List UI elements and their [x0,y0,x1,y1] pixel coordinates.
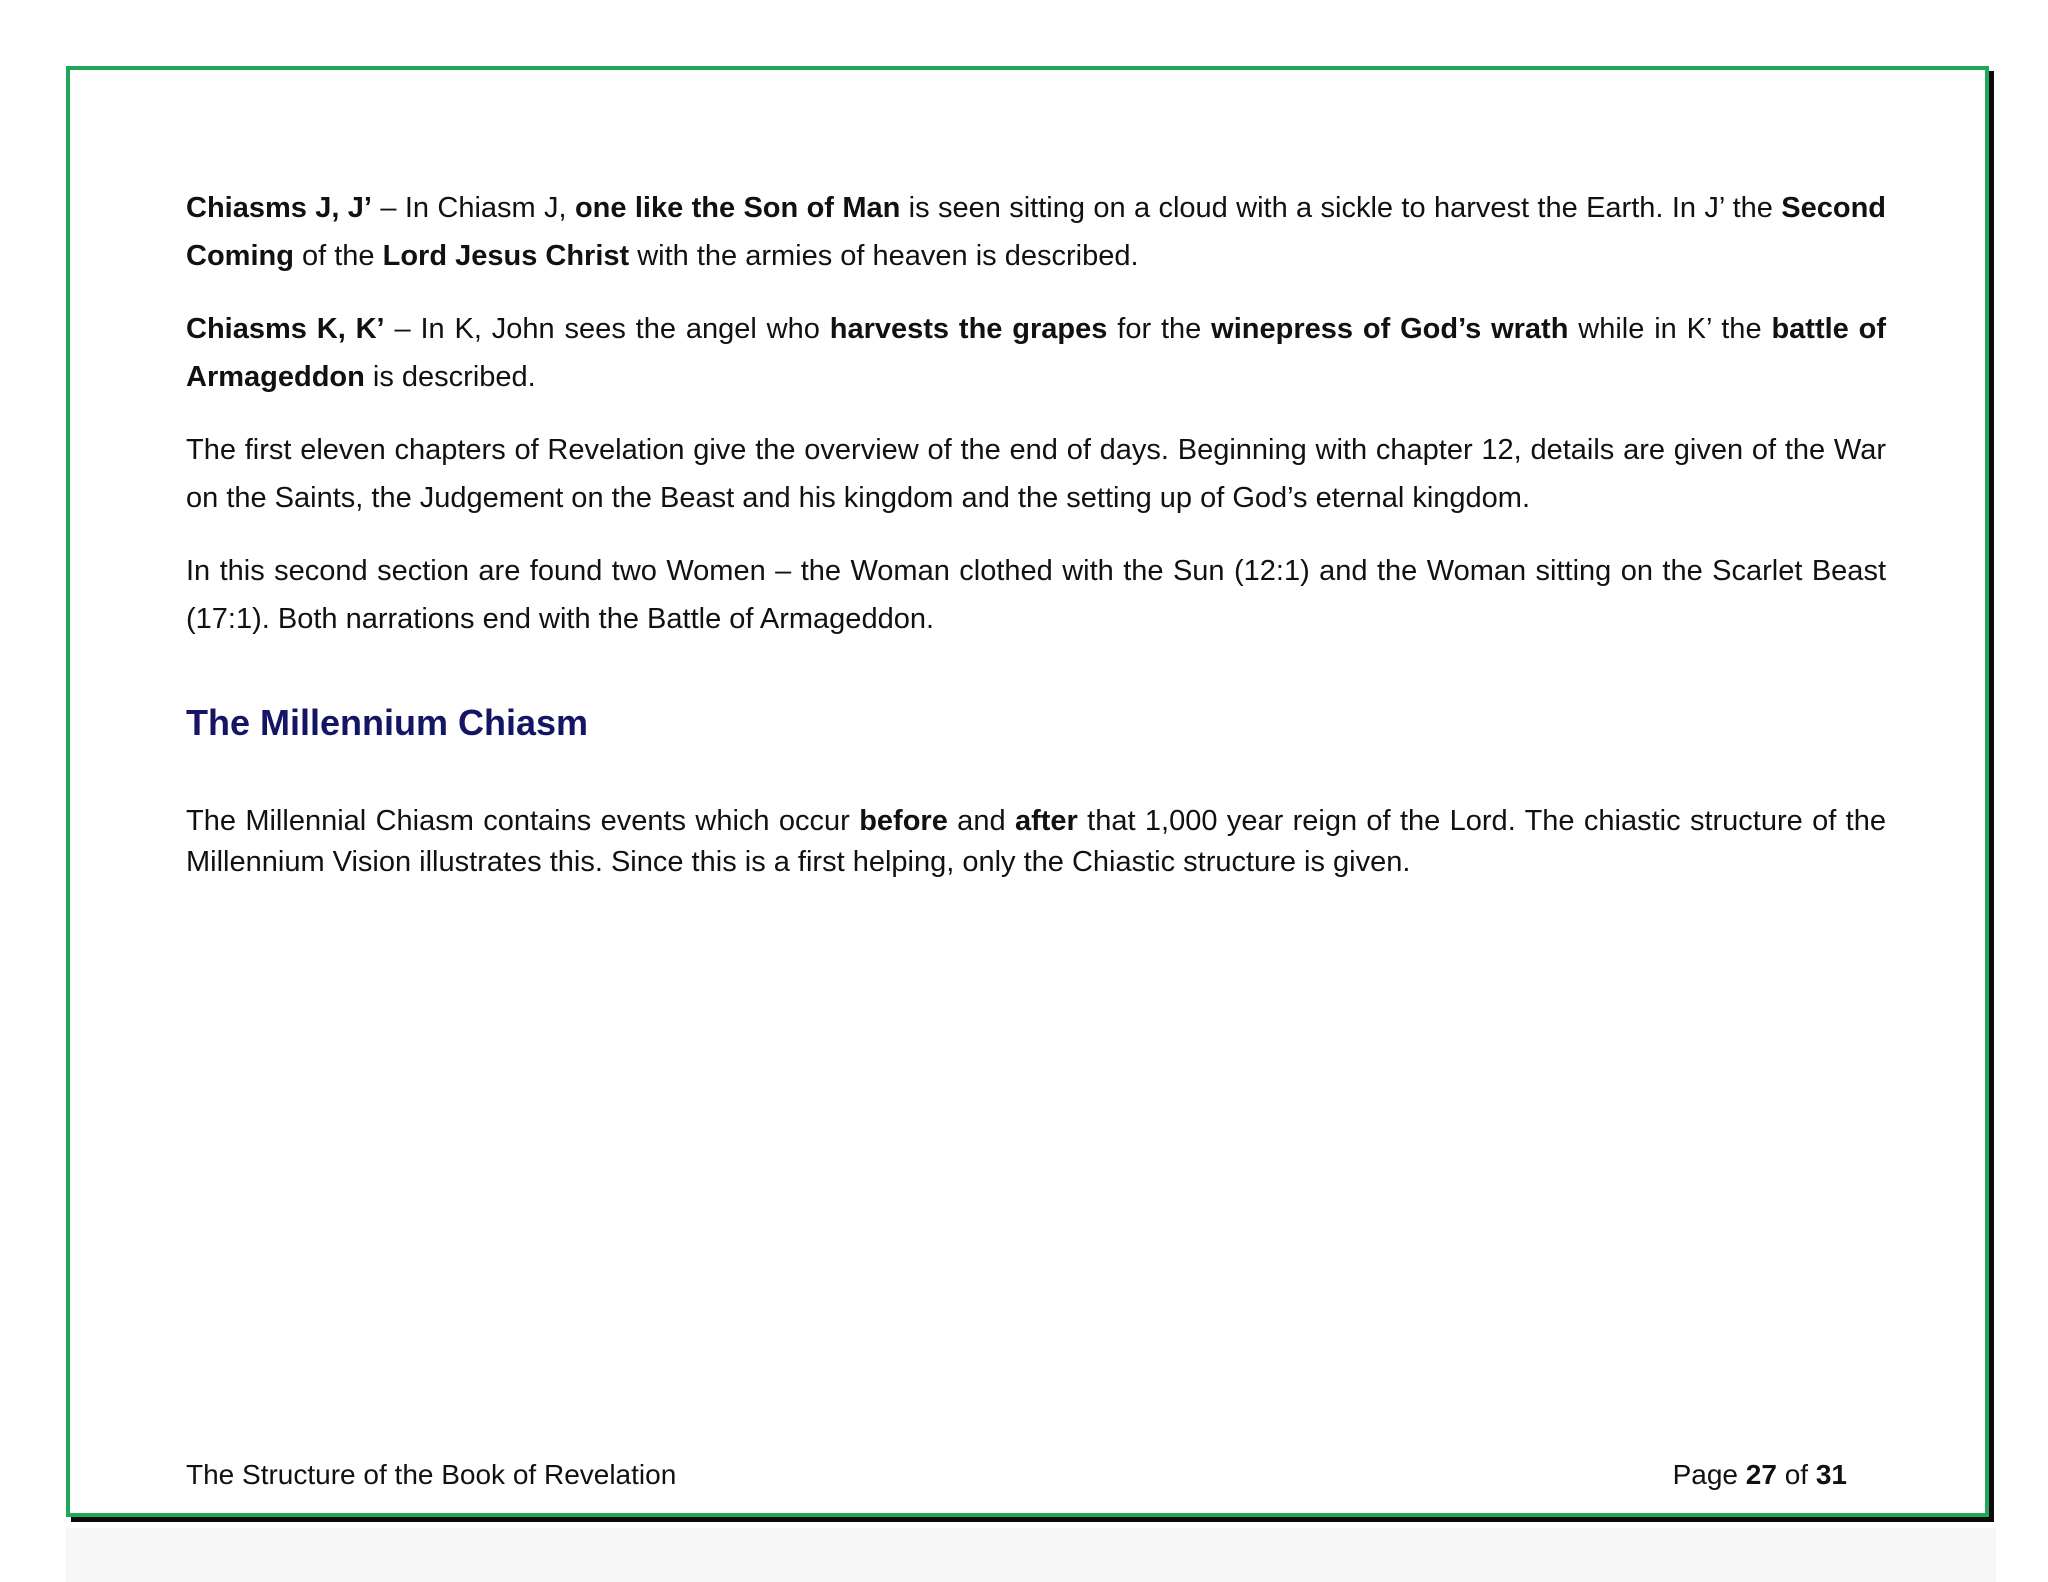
text: that 1,000 year reign of the Lord. The chiastic structure of the Millennium Vision illustrates this. Since this is a first helping, only the Chiastic structure is given. [186,805,1886,878]
paragraph-two-women [186,547,1886,643]
text: The first eleven chapters of Revelation give the overview of the end of days. Beginning with chapter 12, details are given of the War on the Saints, the Judgement on the Beast and his kingdom and the setting up of God’s eternal kingdom. [186,434,1886,514]
text: of the [293,240,383,272]
paragraph-millennial-chiasm [186,801,1886,883]
text: for the [1107,313,1212,345]
page-content [186,184,1886,908]
page-gap-band [66,1528,1996,1582]
page-current: 27 [1745,1459,1777,1490]
text: – In K, John sees the angel who [384,313,830,345]
paragraph-chiasms-j [186,184,1886,280]
bold-text: harvests the grapes [829,313,1108,345]
section-heading: The Millennium Chiasm [186,702,589,743]
page-of-label: of [1784,1459,1809,1490]
text: – In Chiasm J, [371,192,575,224]
bold-text: one like the Son of Man [574,192,901,224]
text: The Millennial Chiasm contains events which occur [186,805,860,837]
footer-page-number [1673,1457,1847,1493]
text: with the armies of heaven is described. [629,240,1139,272]
bold-text: after [1014,805,1078,837]
bold-text: battle of Armageddon [186,313,1887,393]
bold-text: Second Coming [186,192,1887,272]
bold-text: Chiasms K, K’ [186,313,385,345]
text: is described. [364,361,536,393]
paragraph-overview [186,426,1886,522]
bold-text: Lord Jesus Christ [382,240,630,272]
footer-document-title: The Structure of the Book of Revelation [186,1459,677,1490]
page-label: Page [1672,1459,1738,1490]
bold-text: Chiasms J, J’ [186,192,372,224]
text: is seen sitting on a cloud with a sickle to harvest the Earth. In J’ the [900,192,1782,224]
bold-text: before [859,805,948,837]
text: while in K’ the [1568,313,1772,345]
bold-text: winepress of God’s wrath [1211,313,1569,345]
paragraph-chiasms-k [186,305,1886,401]
text: In this second section are found two Women – the Woman clothed with the Sun (12:1) and the Woman sitting on the Scarlet Beast (17:1). Both narrations end with the Battle of Armageddon. [186,555,1886,635]
page-total: 31 [1815,1459,1847,1490]
text: and [947,805,1015,837]
